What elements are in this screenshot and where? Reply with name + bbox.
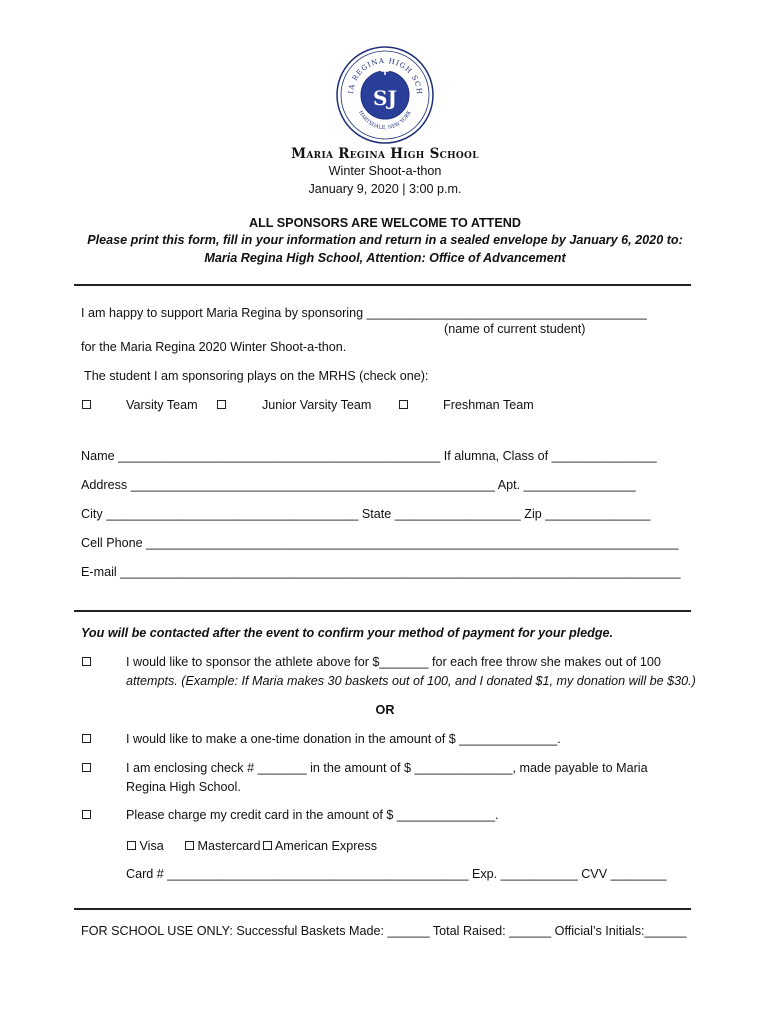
address-field[interactable]: Address ____________________________________________________ Apt. ________________ [81, 478, 636, 492]
one-time-checkbox[interactable] [82, 732, 91, 746]
cell-phone-field[interactable]: Cell Phone ____________________________________________________________________________ [81, 536, 679, 550]
payment-heading: You will be contacted after the event to confirm your method of payment for your pledge. [81, 626, 614, 640]
city-field[interactable]: City ____________________________________ State __________________ Zip _______________ [81, 507, 651, 521]
school-use-line: FOR SCHOOL USE ONLY: Successful Baskets Made: ______ Total Raised: ______ Official’s Initials:______ [81, 924, 687, 938]
varsity-checkbox[interactable] [82, 398, 91, 412]
amex-label: American Express [274, 839, 377, 853]
varsity-label: Varsity Team [126, 398, 198, 412]
event-date: January 9, 2020 | 3:00 p.m. [308, 182, 462, 196]
email-field[interactable]: E-mail ________________________________________________________________________________ [81, 565, 681, 579]
divider-bottom [74, 908, 691, 910]
pledge-checkbox[interactable] [82, 655, 91, 669]
instructions-line-1: Please print this form, fill in your information and return in a sealed envelope by January 6, 2020 to: [87, 233, 683, 247]
school-name: Maria Regina High School [291, 146, 479, 162]
instructions-line-2: Maria Regina High School, Attention: Office of Advancement [204, 251, 566, 265]
freshman-label: Freshman Team [443, 398, 534, 412]
logo-text-bottom: HARTSDALE, NEW YORK [357, 109, 413, 132]
divider-middle [74, 610, 691, 612]
name-field[interactable]: Name ______________________________________________ If alumna, Class of _______________ [81, 449, 657, 463]
check-checkbox[interactable] [82, 761, 91, 775]
freshman-checkbox[interactable] [399, 398, 408, 412]
or-separator: OR [375, 703, 395, 717]
logo-text-top: IA REGINA HIGH SCH [346, 56, 424, 96]
welcome-text: ALL SPONSORS ARE WELCOME TO ATTEND [249, 216, 521, 230]
school-seal-logo [335, 45, 435, 145]
junior-varsity-checkbox[interactable] [217, 398, 226, 412]
divider-top [74, 284, 691, 286]
mastercard-option[interactable] [185, 839, 261, 853]
team-prompt: The student I am sponsoring plays on the MRHS (check one): [84, 369, 429, 383]
credit-card-checkbox[interactable] [82, 808, 91, 822]
amex-option[interactable] [263, 839, 377, 853]
student-name-caption: (name of current student) [444, 322, 586, 336]
junior-varsity-label: Junior Varsity Team [262, 398, 372, 412]
credit-card-option-line: Please charge my credit card in the amount of $ ______________. [126, 808, 499, 822]
check-option-line-2: Regina High School. [126, 780, 241, 794]
sponsor-event-line: for the Maria Regina 2020 Winter Shoot-a-thon. [81, 340, 347, 354]
event-name: Winter Shoot-a-thon [328, 164, 442, 178]
card-details-line[interactable]: Card # ___________________________________________ Exp. ___________ CVV ________ [126, 867, 667, 881]
mastercard-label: Mastercard [197, 839, 261, 853]
logo-monogram: SJ [373, 86, 397, 110]
sponsor-line[interactable]: I am happy to support Maria Regina by sponsoring ________________________________________ [81, 306, 647, 320]
check-option-line-1: I am enclosing check # _______ in the amount of $ ______________, made payable to Maria [126, 761, 648, 775]
visa-label: Visa [139, 839, 164, 853]
one-time-donation-line: I would like to make a one-time donation in the amount of $ ______________. [126, 732, 561, 746]
pledge-option-line-1: I would like to sponsor the athlete above for $_______ for each free throw she makes out of 100 [126, 655, 661, 669]
pledge-option-line-2: attempts. (Example: If Maria makes 30 baskets out of 100, and I donated $1, my donation will be $30.) [126, 674, 696, 688]
visa-option[interactable] [127, 839, 164, 853]
